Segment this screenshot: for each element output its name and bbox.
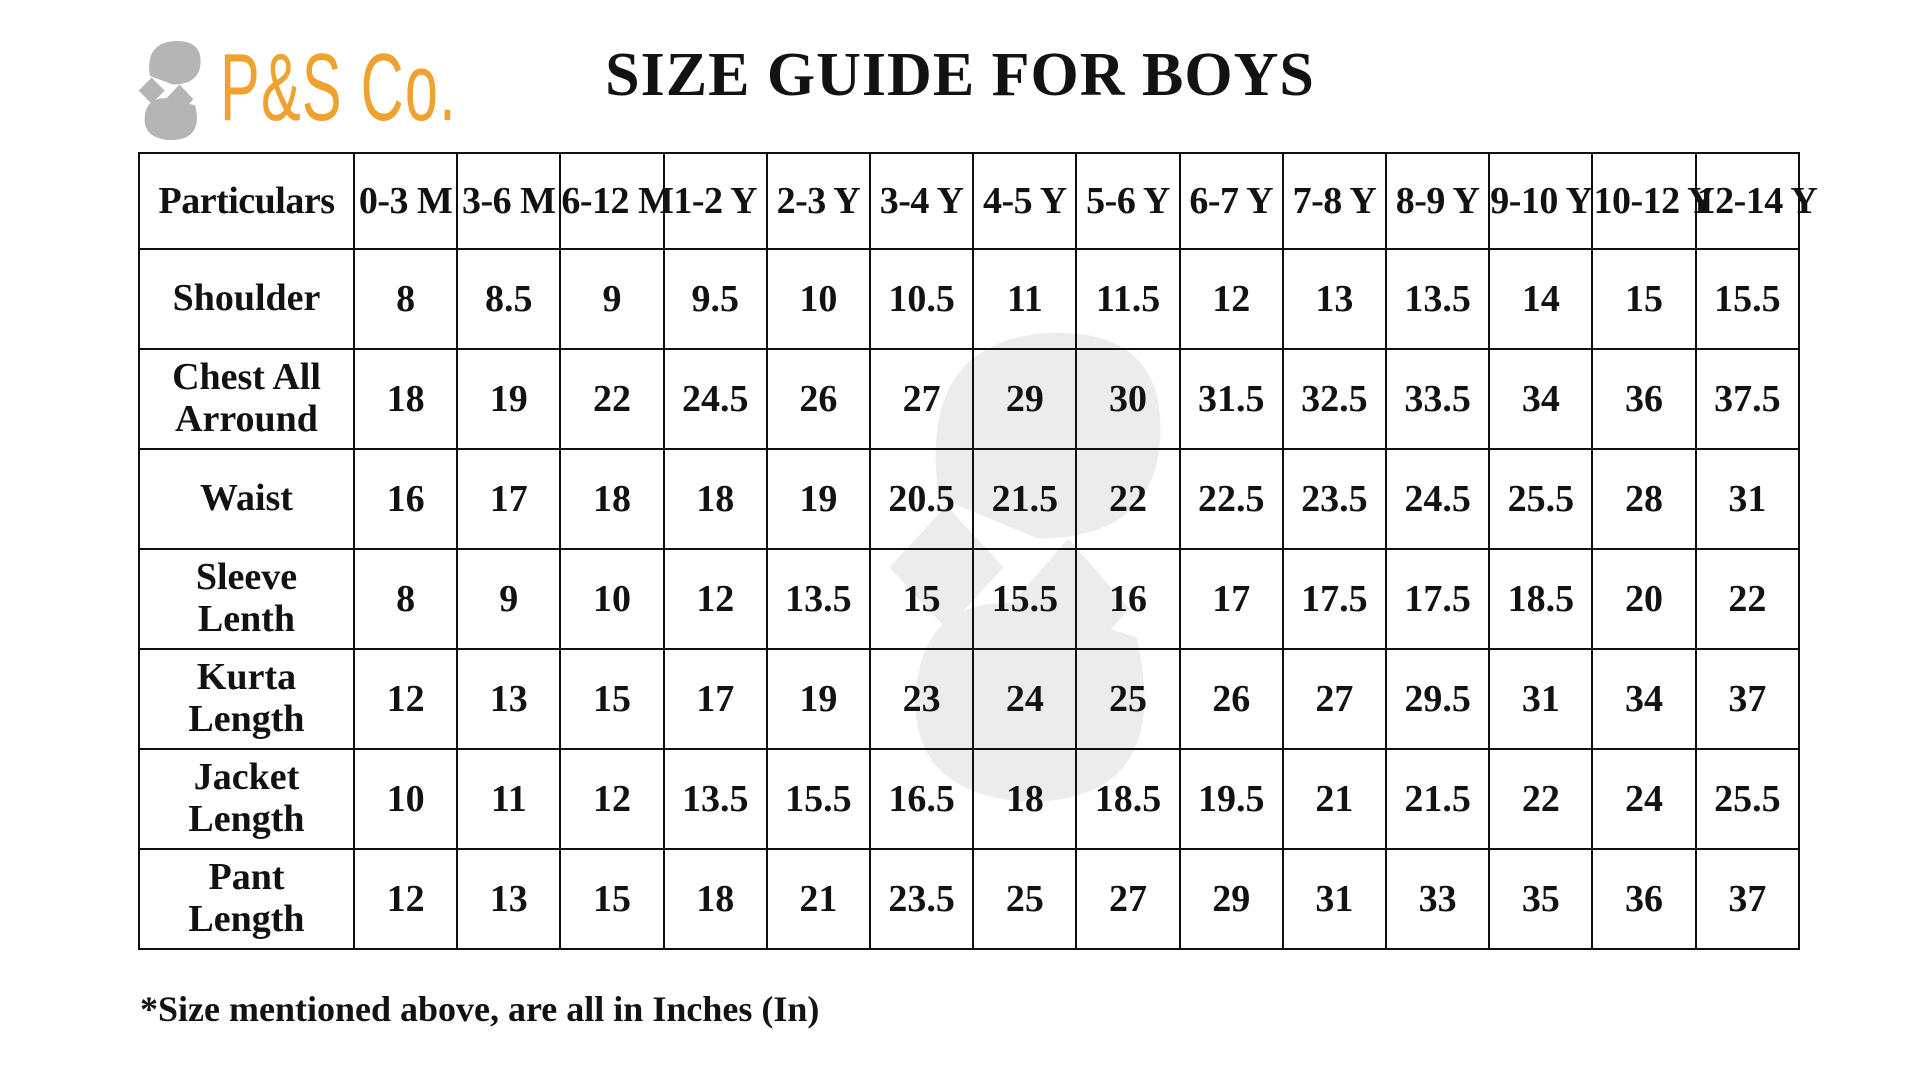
size-value-cell: 26 bbox=[767, 349, 870, 449]
size-value-cell: 14 bbox=[1489, 249, 1592, 349]
size-value-cell: 12 bbox=[664, 549, 767, 649]
column-header-size: 3-4 Y bbox=[870, 153, 973, 249]
size-value-cell: 30 bbox=[1076, 349, 1179, 449]
size-value-cell: 21.5 bbox=[973, 449, 1076, 549]
row-label: Kurta Length bbox=[139, 649, 354, 749]
column-header-size: 1-2 Y bbox=[664, 153, 767, 249]
size-value-cell: 24.5 bbox=[664, 349, 767, 449]
size-value-cell: 10 bbox=[560, 549, 663, 649]
size-value-cell: 13.5 bbox=[664, 749, 767, 849]
size-value-cell: 19 bbox=[767, 449, 870, 549]
size-value-cell: 25 bbox=[1076, 649, 1179, 749]
size-value-cell: 12 bbox=[560, 749, 663, 849]
size-value-cell: 15 bbox=[560, 849, 663, 949]
size-value-cell: 16.5 bbox=[870, 749, 973, 849]
size-value-cell: 22 bbox=[1489, 749, 1592, 849]
row-label: Waist bbox=[139, 449, 354, 549]
table-row bbox=[139, 549, 1799, 649]
row-label: Pant Length bbox=[139, 849, 354, 949]
size-value-cell: 10 bbox=[767, 249, 870, 349]
column-header-size: 4-5 Y bbox=[973, 153, 1076, 249]
size-value-cell: 12 bbox=[1180, 249, 1283, 349]
size-value-cell: 18 bbox=[973, 749, 1076, 849]
column-header-size: 12-14 Y bbox=[1696, 153, 1799, 249]
units-footnote: *Size mentioned above, are all in Inches (In) bbox=[140, 989, 820, 1029]
size-value-cell: 26 bbox=[1180, 649, 1283, 749]
size-value-cell: 22 bbox=[1076, 449, 1179, 549]
row-label: Chest All Arround bbox=[139, 349, 354, 449]
brand-logo-icon bbox=[136, 34, 216, 142]
size-value-cell: 19 bbox=[767, 649, 870, 749]
size-value-cell: 31.5 bbox=[1180, 349, 1283, 449]
table-row bbox=[139, 449, 1799, 549]
table-row bbox=[139, 249, 1799, 349]
size-value-cell: 11 bbox=[457, 749, 560, 849]
size-value-cell: 31 bbox=[1696, 449, 1799, 549]
size-value-cell: 10.5 bbox=[870, 249, 973, 349]
size-value-cell: 23.5 bbox=[1283, 449, 1386, 549]
size-value-cell: 13 bbox=[1283, 249, 1386, 349]
size-value-cell: 36 bbox=[1592, 349, 1695, 449]
size-value-cell: 19.5 bbox=[1180, 749, 1283, 849]
size-value-cell: 22.5 bbox=[1180, 449, 1283, 549]
size-value-cell: 25.5 bbox=[1489, 449, 1592, 549]
size-value-cell: 17 bbox=[664, 649, 767, 749]
size-value-cell: 17.5 bbox=[1283, 549, 1386, 649]
size-value-cell: 29.5 bbox=[1386, 649, 1489, 749]
table-row bbox=[139, 849, 1799, 949]
size-value-cell: 8.5 bbox=[457, 249, 560, 349]
size-value-cell: 11 bbox=[973, 249, 1076, 349]
size-value-cell: 34 bbox=[1592, 649, 1695, 749]
table-body bbox=[139, 249, 1799, 949]
size-value-cell: 23 bbox=[870, 649, 973, 749]
size-value-cell: 21 bbox=[1283, 749, 1386, 849]
table-row bbox=[139, 349, 1799, 449]
size-value-cell: 25 bbox=[973, 849, 1076, 949]
size-value-cell: 37.5 bbox=[1696, 349, 1799, 449]
size-value-cell: 16 bbox=[354, 449, 457, 549]
size-value-cell: 17.5 bbox=[1386, 549, 1489, 649]
size-value-cell: 29 bbox=[1180, 849, 1283, 949]
row-label: Shoulder bbox=[139, 249, 354, 349]
column-header-size: 3-6 M bbox=[457, 153, 560, 249]
page-title: SIZE GUIDE FOR BOYS bbox=[605, 41, 1315, 109]
size-value-cell: 11.5 bbox=[1076, 249, 1179, 349]
column-header-size: 6-7 Y bbox=[1180, 153, 1283, 249]
size-value-cell: 31 bbox=[1489, 649, 1592, 749]
size-value-cell: 37 bbox=[1696, 849, 1799, 949]
size-value-cell: 19 bbox=[457, 349, 560, 449]
size-value-cell: 18.5 bbox=[1489, 549, 1592, 649]
size-value-cell: 18 bbox=[664, 449, 767, 549]
brand-logo bbox=[136, 34, 602, 142]
row-label: Jacket Length bbox=[139, 749, 354, 849]
size-value-cell: 15 bbox=[1592, 249, 1695, 349]
size-value-cell: 27 bbox=[870, 349, 973, 449]
size-value-cell: 9 bbox=[560, 249, 663, 349]
size-value-cell: 37 bbox=[1696, 649, 1799, 749]
table-header-row bbox=[139, 153, 1799, 249]
size-value-cell: 15.5 bbox=[767, 749, 870, 849]
size-value-cell: 21.5 bbox=[1386, 749, 1489, 849]
size-value-cell: 16 bbox=[1076, 549, 1179, 649]
size-value-cell: 25.5 bbox=[1696, 749, 1799, 849]
size-value-cell: 28 bbox=[1592, 449, 1695, 549]
column-header-size: 7-8 Y bbox=[1283, 153, 1386, 249]
size-value-cell: 17 bbox=[457, 449, 560, 549]
size-value-cell: 22 bbox=[560, 349, 663, 449]
column-header-size: 6-12 M bbox=[560, 153, 663, 249]
column-header-size: 0-3 M bbox=[354, 153, 457, 249]
size-value-cell: 12 bbox=[354, 649, 457, 749]
table-row bbox=[139, 749, 1799, 849]
size-value-cell: 24 bbox=[1592, 749, 1695, 849]
size-value-cell: 9.5 bbox=[664, 249, 767, 349]
brand-name: P&S Co. bbox=[220, 34, 457, 141]
column-header-size: 10-12 Y bbox=[1592, 153, 1695, 249]
size-value-cell: 23.5 bbox=[870, 849, 973, 949]
size-value-cell: 13.5 bbox=[1386, 249, 1489, 349]
size-value-cell: 9 bbox=[457, 549, 560, 649]
size-value-cell: 33 bbox=[1386, 849, 1489, 949]
row-label: Sleeve Lenth bbox=[139, 549, 354, 649]
size-value-cell: 29 bbox=[973, 349, 1076, 449]
size-value-cell: 18.5 bbox=[1076, 749, 1179, 849]
size-value-cell: 33.5 bbox=[1386, 349, 1489, 449]
size-value-cell: 8 bbox=[354, 549, 457, 649]
size-value-cell: 36 bbox=[1592, 849, 1695, 949]
size-value-cell: 15 bbox=[560, 649, 663, 749]
size-value-cell: 10 bbox=[354, 749, 457, 849]
size-value-cell: 13 bbox=[457, 849, 560, 949]
size-value-cell: 18 bbox=[560, 449, 663, 549]
size-value-cell: 20.5 bbox=[870, 449, 973, 549]
size-value-cell: 24 bbox=[973, 649, 1076, 749]
column-header-size: 9-10 Y bbox=[1489, 153, 1592, 249]
column-header-size: 5-6 Y bbox=[1076, 153, 1179, 249]
size-value-cell: 35 bbox=[1489, 849, 1592, 949]
size-value-cell: 22 bbox=[1696, 549, 1799, 649]
size-value-cell: 24.5 bbox=[1386, 449, 1489, 549]
column-header-size: 2-3 Y bbox=[767, 153, 870, 249]
size-value-cell: 34 bbox=[1489, 349, 1592, 449]
size-value-cell: 18 bbox=[664, 849, 767, 949]
size-value-cell: 31 bbox=[1283, 849, 1386, 949]
size-value-cell: 12 bbox=[354, 849, 457, 949]
size-value-cell: 13 bbox=[457, 649, 560, 749]
size-value-cell: 15 bbox=[870, 549, 973, 649]
size-value-cell: 13.5 bbox=[767, 549, 870, 649]
size-value-cell: 17 bbox=[1180, 549, 1283, 649]
column-header-particulars: Particulars bbox=[139, 153, 354, 249]
size-value-cell: 18 bbox=[354, 349, 457, 449]
size-value-cell: 27 bbox=[1076, 849, 1179, 949]
size-guide-table bbox=[138, 152, 1818, 950]
size-value-cell: 27 bbox=[1283, 649, 1386, 749]
size-value-cell: 15.5 bbox=[973, 549, 1076, 649]
column-header-size: 8-9 Y bbox=[1386, 153, 1489, 249]
size-value-cell: 8 bbox=[354, 249, 457, 349]
size-value-cell: 32.5 bbox=[1283, 349, 1386, 449]
size-value-cell: 21 bbox=[767, 849, 870, 949]
table-row bbox=[139, 649, 1799, 749]
size-value-cell: 20 bbox=[1592, 549, 1695, 649]
size-value-cell: 15.5 bbox=[1696, 249, 1799, 349]
